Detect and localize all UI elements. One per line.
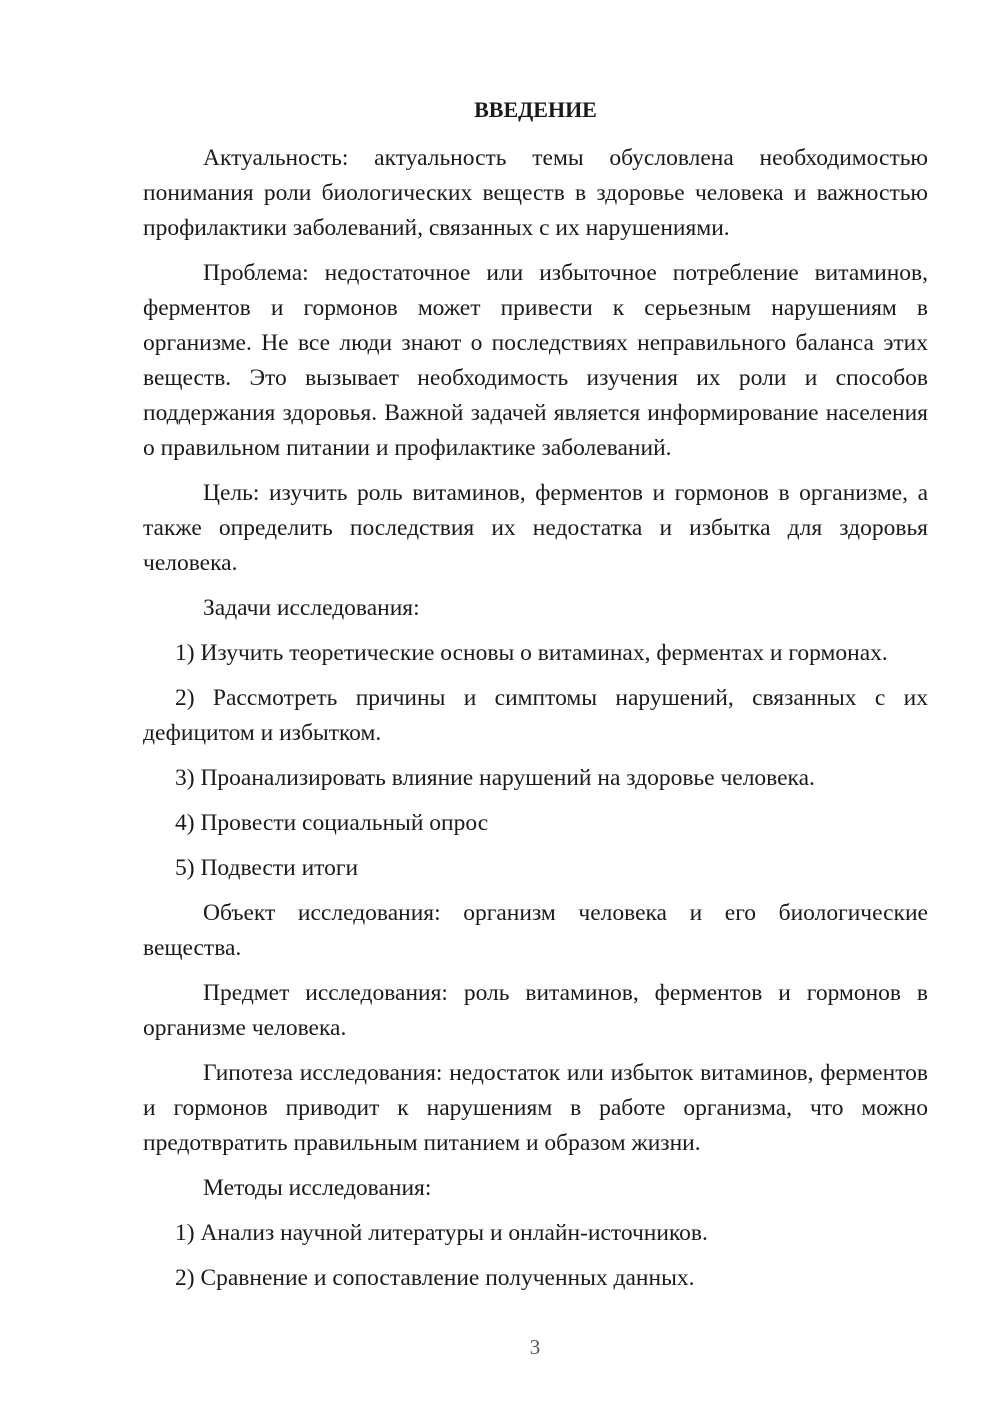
task-item: 1) Изучить теоретические основы о витаминах, ферментах и гормонах. (175, 640, 888, 666)
task-item: 2) Рассмотреть причины и симптомы нарушений, связанных с их дефицитом и избытком. (143, 685, 928, 746)
paragraph-relevance: Актуальность: актуальность темы обусловлена необходимостью понимания роли биологических веществ в здоровье человека и важностью профилактики заболеваний, связанных с их нарушениями. (143, 145, 928, 241)
task-item: 4) Провести социальный опрос (175, 810, 489, 836)
page-title: ВВЕДЕНИЕ (474, 97, 597, 122)
task-item: 5) Подвести итоги (175, 855, 359, 881)
paragraph-goal: Цель: изучить роль витаминов, ферментов и гормонов в организме, а также определить последствия их недостатка и избытка для здоровья человека. (143, 480, 928, 576)
paragraph-problem: Проблема: недостаточное или избыточное потребление витаминов, ферментов и гормонов может привести к серьезным нарушениям в организме. Не все люди знают о последствиях неправильного баланса этих веществ. Это вызывает необходимость изучения их роли и способов поддержания здоровья. Важной задачей является информирование населения о правильном питании и профилактике заболеваний. (143, 260, 928, 461)
tasks-heading: Задачи исследования: (203, 595, 420, 621)
paragraph-hypothesis: Гипотеза исследования: недостаток или избыток витаминов, ферментов и гормонов приводит к нарушениям в работе организма, что можно предотвратить правильным питанием и образом жизни. (143, 1060, 928, 1156)
methods-heading: Методы исследования: (203, 1175, 432, 1201)
document-body (143, 141, 928, 1306)
paragraph-object: Объект исследования: организм человека и его биологические вещества. (143, 900, 928, 961)
task-item: 3) Проанализировать влияние нарушений на здоровье человека. (175, 765, 815, 791)
method-item: 2) Сравнение и сопоставление полученных данных. (175, 1265, 695, 1291)
method-item: 1) Анализ научной литературы и онлайн-источников. (175, 1220, 708, 1246)
page-number: 3 (529, 1335, 541, 1359)
paragraph-subject: Предмет исследования: роль витаминов, ферментов и гормонов в организме человека. (143, 980, 928, 1041)
